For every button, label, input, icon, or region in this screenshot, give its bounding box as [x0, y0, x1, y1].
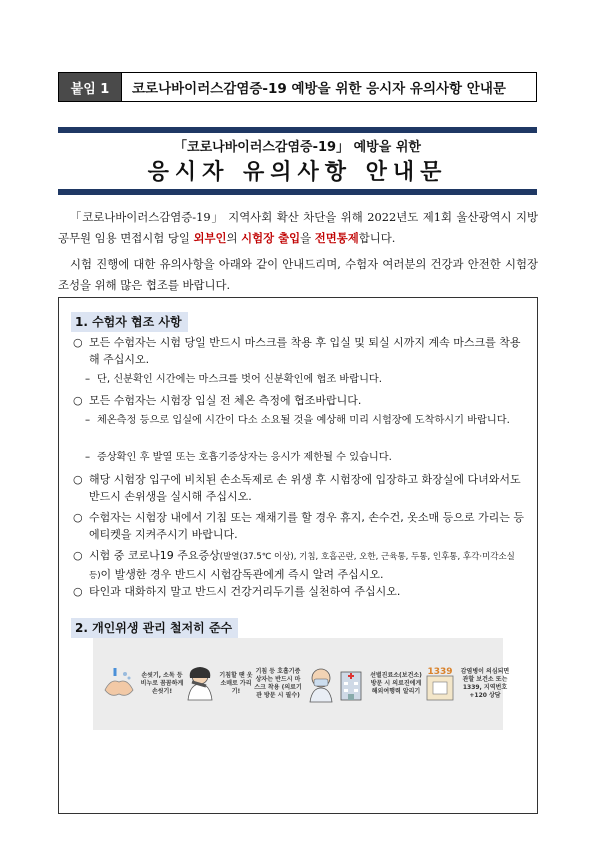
cough-icon: [184, 664, 216, 704]
symptoms-text-a: 시험 중 코로나19 주요증상: [89, 549, 220, 562]
bullet-icon: ○: [73, 473, 83, 486]
panel-text: 감염병이 의심되면 관할 보건소 또는 1339, 지역번호+120 상담: [460, 668, 510, 699]
doc-title: 응시자 유의사항 안내문: [147, 160, 448, 185]
bullet-icon: ○: [73, 336, 83, 349]
highlight-outsiders: 외부인: [193, 231, 227, 245]
panel-text: 기침 등 호흡기증상자는 반드시 마스크 착용 (의료기관 방문 시 필수): [254, 668, 302, 699]
attachment-header: [58, 72, 537, 102]
sub-item-text: 체온측정 등으로 입실에 시간이 다소 소요될 것을 예상해 미리 시험장에 도착하시기 바랍니다.: [97, 415, 510, 426]
intro-paragraph-1: [58, 207, 538, 249]
section-2-heading: 2. 개인위생 관리 철저히 준수: [71, 618, 238, 638]
attachment-title: 코로나바이러스감염증-19 예방을 위한 응시자 유의사항 안내문: [132, 81, 506, 97]
sub-item-text: 증상확인 후 발열 또는 호흡기증상자는 응시가 제한될 수 있습니다.: [97, 452, 392, 463]
panel-text: 선별진료소(보건소) 방문 시 의료진에게 해외여행력 알리기: [370, 672, 422, 695]
bottom-rule: [58, 189, 537, 195]
item-hand-hygiene: [73, 471, 525, 505]
item-mask: [73, 334, 525, 368]
intro-text-c: 을: [300, 231, 315, 245]
dash-icon: –: [85, 374, 91, 385]
panel-hotline: [423, 664, 510, 704]
highlight-entry: 시험장 출입: [241, 231, 301, 245]
item-temperature: [73, 392, 525, 409]
panel-clinic: [336, 664, 423, 704]
symptoms-text-c: 이 발생한 경우 반드시 시험감독관에게 즉시 알려 주십시오.: [100, 568, 384, 581]
sub-item-text: 단, 신분확인 시간에는 마스크를 벗어 신분확인에 협조 바랍니다.: [97, 374, 383, 385]
dash-icon: –: [85, 415, 91, 426]
hand-wash-icon: [101, 664, 137, 704]
item-text: 타인과 대화하지 말고 반드시 건강거리두기를 실천하여 주십시오.: [89, 585, 401, 598]
panel-text: 기침할 땐 옷소매로 가리기!: [219, 672, 253, 695]
mask-icon: [306, 664, 336, 704]
top-rule: [58, 127, 537, 133]
intro-text-a: 「코로나바이러스감염증-19」 지역사회 확산 차단을 위해 2022년도 제1회 울산광역시 지방공무원 임용 면접시험 당일: [58, 210, 538, 245]
panel-text: 손씻기, 소독 등 비누로 꼼꼼하게 손씻기!: [140, 672, 184, 695]
bullet-icon: ○: [73, 585, 83, 598]
bullet-icon: ○: [73, 549, 83, 562]
intro-text-d: 합니다.: [358, 231, 396, 245]
symptoms-list: (발열(37.5℃ 이상), 기침, 호흡곤란, 오한, 근육통, 두통, 인후통, 후각·미각소실 등): [89, 552, 515, 581]
item-text: 해당 시험장 입구에 비치된 손소독제로 손 위생 후 시험장에 입장하고 화장실에 다녀와서도 반드시 손위생을 실시해 주십시오.: [89, 473, 521, 503]
item-distancing: [73, 583, 525, 600]
intro-text-b: 의: [226, 231, 242, 245]
sub-item-id-check: [85, 372, 525, 388]
panel-hand-wash: [101, 664, 184, 704]
dash-icon: –: [85, 452, 91, 463]
intro-paragraph-2: 시험 진행에 대한 유의사항을 아래와 같이 안내드리며, 수험자 여러분의 건강과 안전한 시험장 조성을 위해 많은 협조를 바랍니다.: [58, 257, 538, 292]
panel-mask: [253, 664, 336, 704]
item-text: 수험자는 시험장 내에서 기침 또는 재채기를 할 경우 휴지, 손수건, 옷소매 등으로 가리는 등 에티켓을 지켜주시기 바랍니다.: [89, 511, 524, 541]
section-1-heading: 1. 수험자 협조 사항: [71, 312, 188, 332]
sub-item-symptoms: [85, 450, 525, 466]
svg-text:1339: 1339: [427, 667, 453, 677]
doc-subtitle: 「코로나바이러스감염증-19」 예방을 위한: [174, 140, 421, 155]
hygiene-illustration-strip: [93, 638, 510, 730]
panel-cough: [184, 664, 253, 704]
hotline-1339-icon: [423, 664, 457, 704]
highlight-full-control: 전면통제: [314, 231, 359, 245]
sub-item-arrive-early: [85, 413, 525, 429]
item-text: 모든 수험자는 시험장 입실 전 체온 측정에 협조바랍니다.: [89, 394, 362, 407]
item-text: 모든 수험자는 시험 당일 반드시 마스크를 착용 후 입실 및 퇴실 시까지 계속 마스크를 착용해 주십시오.: [89, 336, 521, 366]
bullet-icon: ○: [73, 394, 83, 407]
attachment-tag: 붙임 1: [59, 73, 122, 101]
item-report-symptoms: [73, 547, 525, 585]
hospital-icon: [336, 664, 366, 704]
item-cough-etiquette: [73, 509, 525, 543]
guidelines-box: [58, 297, 538, 814]
bullet-icon: ○: [73, 511, 83, 524]
